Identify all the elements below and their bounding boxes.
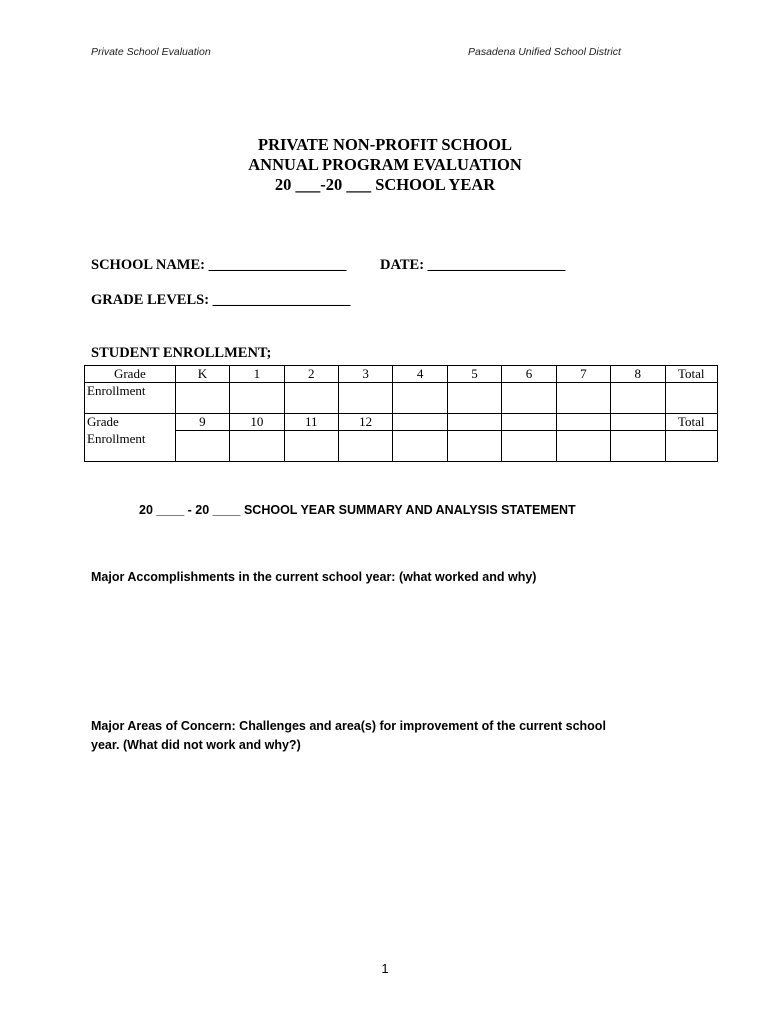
grade-levels-field[interactable]: GRADE LEVELS: ___________________ <box>91 292 351 308</box>
accomplishments-prompt: Major Accomplishments in the current school year: (what worked and why) <box>91 570 537 584</box>
grade-row-1 <box>85 366 718 383</box>
enrollment-input-cell[interactable] <box>447 383 501 414</box>
enrollment-label: Enrollment <box>85 383 176 414</box>
enrollment-label: Enrollment <box>85 431 176 462</box>
grade-cell: 2 <box>284 366 338 383</box>
enrollment-total-cell[interactable] <box>665 383 718 414</box>
grade-cell: 7 <box>556 366 610 383</box>
grade-cell: 10 <box>230 414 284 431</box>
enrollment-input-cell[interactable] <box>502 383 556 414</box>
enrollment-input-cell[interactable] <box>611 431 665 462</box>
grade-cell-total: Total <box>665 366 718 383</box>
student-enrollment-heading: STUDENT ENROLLMENT; <box>91 345 272 361</box>
grade-cell: 12 <box>338 414 392 431</box>
enrollment-table <box>84 365 718 462</box>
enrollment-input-cell[interactable] <box>338 431 392 462</box>
grade-cell <box>393 414 447 431</box>
grade-cell: 11 <box>284 414 338 431</box>
grade-cell <box>611 414 665 431</box>
grade-cell-total: Total <box>665 414 718 431</box>
date-field[interactable]: DATE: ___________________ <box>380 257 566 273</box>
grade-cell: 1 <box>230 366 284 383</box>
grade-cell <box>556 414 610 431</box>
enrollment-input-cell[interactable] <box>447 431 501 462</box>
school-name-field[interactable]: SCHOOL NAME: ___________________ <box>91 257 347 273</box>
page-number: 1 <box>381 961 389 976</box>
enrollment-input-cell[interactable] <box>175 383 229 414</box>
grade-cell: K <box>175 366 229 383</box>
grade-cell: 5 <box>447 366 501 383</box>
header-left: Private School Evaluation <box>91 46 211 58</box>
grade-label: Grade <box>85 414 176 431</box>
enrollment-input-cell[interactable] <box>338 383 392 414</box>
concerns-prompt-line-1: Major Areas of Concern: Challenges and area(s) for improvement of the current school <box>91 719 606 733</box>
enrollment-input-cell[interactable] <box>556 383 610 414</box>
grade-cell: 6 <box>502 366 556 383</box>
header-right: Pasadena Unified School District <box>468 46 621 58</box>
enrollment-total-cell[interactable] <box>665 431 718 462</box>
title-line-3: 20 ___-20 ___ SCHOOL YEAR <box>274 175 496 194</box>
enrollment-input-cell[interactable] <box>556 431 610 462</box>
enrollment-input-cell[interactable] <box>230 431 284 462</box>
grade-cell: 9 <box>175 414 229 431</box>
enrollment-input-cell[interactable] <box>230 383 284 414</box>
grade-cell: 4 <box>393 366 447 383</box>
title-line-1: PRIVATE NON-PROFIT SCHOOL <box>258 135 512 154</box>
grade-cell <box>502 414 556 431</box>
enrollment-input-cell[interactable] <box>393 431 447 462</box>
enrollment-input-cell[interactable] <box>175 431 229 462</box>
enrollment-input-cell[interactable] <box>611 383 665 414</box>
enrollment-input-cell[interactable] <box>393 383 447 414</box>
title-line-2: ANNUAL PROGRAM EVALUATION <box>248 155 522 174</box>
summary-heading: 20 ____ - 20 ____ SCHOOL YEAR SUMMARY AND ANALYSIS STATEMENT <box>139 503 576 517</box>
grade-row-2 <box>85 414 718 431</box>
grade-cell <box>447 414 501 431</box>
enrollment-input-cell[interactable] <box>502 431 556 462</box>
concerns-prompt-line-2: year. (What did not work and why?) <box>91 738 301 752</box>
grade-cell: 3 <box>338 366 392 383</box>
enrollment-row-2 <box>85 431 718 462</box>
grade-cell: 8 <box>611 366 665 383</box>
enrollment-row-1 <box>85 383 718 414</box>
enrollment-input-cell[interactable] <box>284 383 338 414</box>
grade-label: Grade <box>85 366 176 383</box>
enrollment-input-cell[interactable] <box>284 431 338 462</box>
